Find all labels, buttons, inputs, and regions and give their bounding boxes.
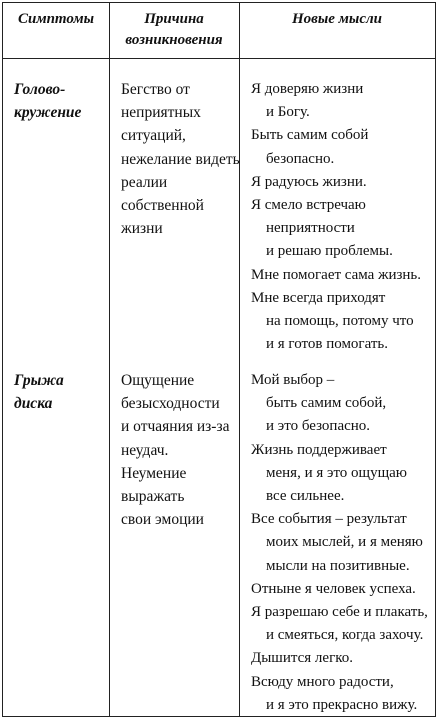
row-2-thoughts: Мой выбор – быть самим собой, и это безопасно. Жизнь поддерживает меня, и я это ощущаю все сильнее. Все события – результат моих мыслей, и я меняю мысли на позитивные. Отныне я человек успеха. Я разрешаю себе и плакать, и смеяться, когда захочу. Дышится легко. Всюду много радости, и я это прекрасно вижу. xyxy=(251,372,428,713)
header-cause: Причина возникновения xyxy=(125,11,223,48)
row-1-cause: Бегство от неприятных ситуаций, нежелание видеть реалии собственной жизни xyxy=(121,81,240,238)
header-divider xyxy=(3,58,435,59)
row-1-symptom: Голово- кружение xyxy=(14,81,82,122)
column-divider xyxy=(109,3,110,716)
header-symptoms: Симптомы xyxy=(17,11,95,27)
row-1-thoughts: Я доверяю жизни и Богу. Быть самим собой безопасно. Я радуюсь жизни. Я смело встречаю неприятности и решаю проблемы. Мне помогает сама жизнь. Мне всегда приходят на помощь, потому что и я готов помогать. xyxy=(251,81,422,353)
symptoms-table xyxy=(2,2,436,717)
row-2-symptom: Грыжа диска xyxy=(14,372,64,413)
row-2-cause: Ощущение безысходности и отчаяния из-за неудач. Неумение выражать свои эмоции xyxy=(121,372,230,529)
header-new-thoughts: Новые мысли xyxy=(291,11,383,27)
